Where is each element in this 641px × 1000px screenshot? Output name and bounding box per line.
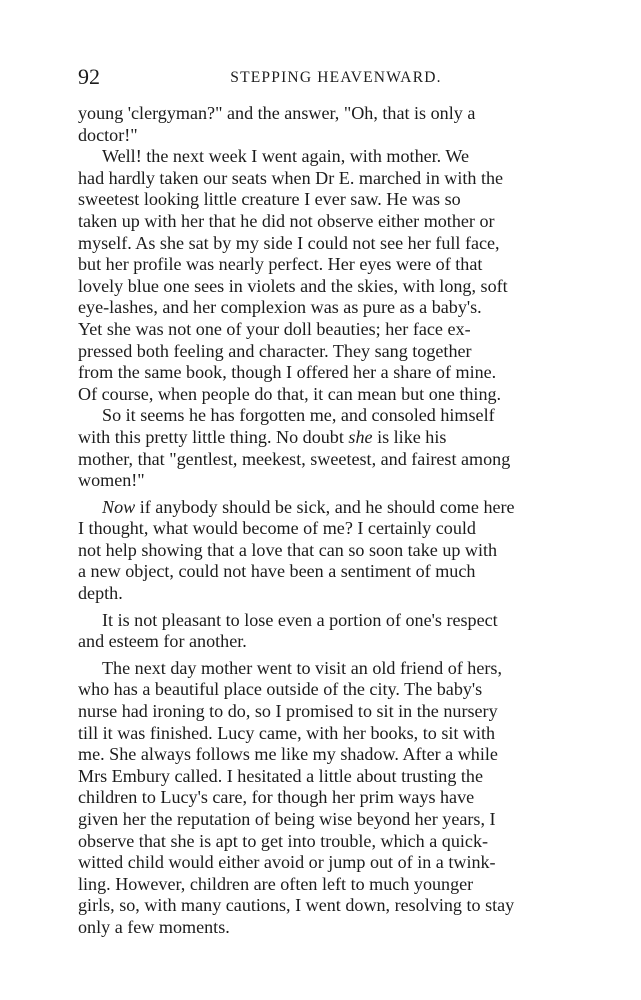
text-line: Mrs Embury called. I hesitated a little about trusting the: [78, 765, 483, 786]
text-line: observe that she is apt to get into trouble, which a quick-: [78, 830, 489, 851]
paragraph-start-line: So it seems he has forgotten me, and consoled himself: [102, 405, 495, 426]
text-line: mother, that "gentlest, meekest, sweetest, and fairest among: [78, 448, 511, 469]
text-line: children to Lucy's care, for though her prim ways have: [78, 787, 475, 808]
text-line: girls, so, with many cautions, I went down, resolving to stay: [78, 895, 515, 916]
paragraph-start-line: [78, 497, 570, 519]
text-line: from the same book, though I offered her a share of mine.: [78, 362, 497, 383]
text-line: Yet she was not one of your doll beauties; her face ex-: [78, 318, 471, 339]
text-line: young 'clergyman?" and the answer, "Oh, that is only a: [78, 103, 476, 123]
text-line: pressed both feeling and character. They sang together: [78, 340, 472, 361]
text-line: taken up with her that he did not observe either mother or: [78, 210, 495, 231]
text-line: a new object, could not have been a sentiment of much: [78, 561, 476, 582]
text-segment: is like his: [377, 426, 447, 447]
text-line: and esteem for another.: [78, 631, 247, 652]
page-number: 92: [78, 64, 100, 89]
text-line: but her profile was nearly perfect. Her eyes were of that: [78, 254, 483, 275]
text-segment: if anybody should be sick, and he should come here: [139, 496, 515, 517]
text-segment: with this pretty little thing. No doubt: [78, 426, 344, 447]
text-line: who has a beautiful place outside of the city. The baby's: [78, 679, 483, 700]
text-line: Of course, when people do that, it can mean but one thing.: [78, 383, 502, 404]
text-line: till it was finished. Lucy came, with her books, to sit with: [78, 722, 496, 743]
paragraph-start-line: It is not pleasant to lose even a portion of one's respect: [102, 609, 498, 630]
text-line: me. She always follows me like my shadow. After a while: [78, 744, 498, 765]
text-line: doctor!": [78, 124, 138, 145]
running-head: STEPPING HEAVENWARD.: [230, 69, 442, 86]
text-line: [78, 427, 570, 449]
text-line: ling. However, children are often left to much younger: [78, 873, 474, 894]
body-text: [78, 103, 570, 939]
text-line: depth.: [78, 583, 123, 604]
text-line: I thought, what would become of me? I certainly could: [78, 518, 476, 539]
text-line: eye-lashes, and her complexion was as pure as a baby's.: [78, 297, 482, 318]
text-line: women!": [78, 470, 145, 491]
page-header: [78, 63, 570, 91]
italic-word: Now: [102, 496, 136, 517]
text-line: not help showing that a love that can so soon take up with: [78, 539, 498, 560]
text-line: lovely blue one sees in violets and the skies, with long, soft: [78, 275, 508, 296]
text-line: myself. As she sat by my side I could not see her full face,: [78, 232, 500, 253]
italic-word: she: [348, 426, 373, 447]
text-line: sweetest looking little creature I ever saw. He was so: [78, 189, 461, 210]
text-line: only a few moments.: [78, 916, 230, 937]
paragraph-start-line: The next day mother went to visit an old friend of hers,: [102, 657, 502, 678]
text-line: witted child would either avoid or jump out of in a twink-: [78, 852, 496, 873]
text-line: given her the reputation of being wise beyond her years, I: [78, 809, 496, 829]
text-line: nurse had ironing to do, so I promised to sit in the nursery: [78, 701, 498, 722]
text-line: had hardly taken our seats when Dr E. marched in with the: [78, 167, 504, 188]
paragraph-start-line: Well! the next week I went again, with mother. We: [102, 146, 470, 167]
